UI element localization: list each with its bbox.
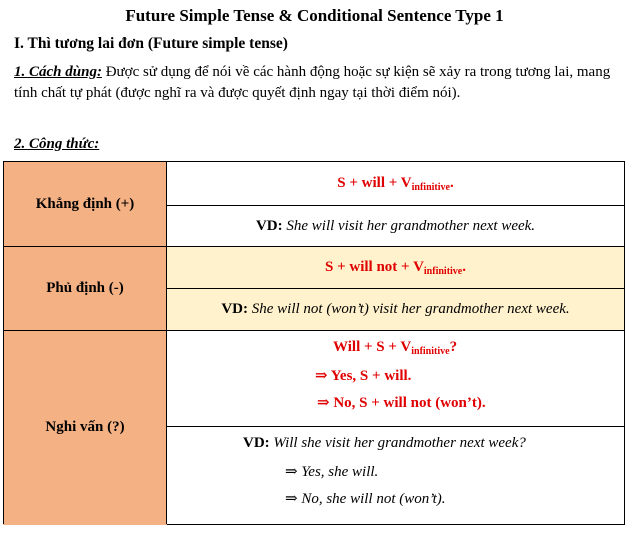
- interrogative-formula-main: Will + S + V: [333, 339, 412, 355]
- negative-formula-main: S + will not + V: [324, 258, 424, 275]
- section-heading: I. Thì tương lai đơn (Future simple tense): [14, 35, 288, 52]
- interrogative-yes-rule: ⇒ Yes, S + will.: [315, 368, 412, 384]
- interrogative-formula-cell: [167, 331, 625, 427]
- affirmative-label: Khẳng định (+): [4, 162, 167, 247]
- usage-label: 1. Cách dùng:: [14, 64, 102, 80]
- grammar-table: [3, 161, 625, 525]
- interrogative-example-cell: [167, 427, 625, 525]
- negative-formula-end: .: [462, 258, 466, 275]
- interrogative-no-rule: ⇒ No, S + will not (won’t).: [317, 395, 486, 411]
- interrogative-example-no: ⇒ No, she will not (won’t).: [285, 491, 446, 507]
- negative-example-text: She will not (won’t) visit her grandmother next week.: [248, 301, 570, 317]
- interrogative-example: [243, 435, 526, 452]
- usage-text: Được sử dụng để nói về các hành động hoặc sự kiện sẽ xảy ra trong tương lai, mang tính chất tự phát (được nghĩ ra và được quyết định ngay tại thời điểm nói).: [14, 64, 611, 101]
- interrogative-example-yes: ⇒ Yes, she will.: [285, 464, 379, 480]
- negative-example: [167, 289, 625, 331]
- affirmative-formula-row: [4, 162, 625, 206]
- affirmative-formula-sub: infinitive: [411, 181, 450, 193]
- affirmative-example-text: She will visit her grandmother next week.: [282, 217, 536, 234]
- interrogative-formula-row: [4, 331, 625, 427]
- interrogative-example-text: Will she visit her grandmother next week?: [269, 435, 526, 451]
- affirmative-formula-main: S + will + V: [337, 174, 412, 191]
- negative-formula-row: [4, 247, 625, 289]
- interrogative-label: Nghi vấn (?): [4, 331, 167, 525]
- negative-formula-sub: infinitive: [423, 265, 463, 277]
- affirmative-example-label: VD:: [255, 217, 283, 234]
- page-title: Future Simple Tense & Conditional Sentence Type 1: [125, 6, 504, 25]
- negative-formula: [167, 247, 625, 289]
- interrogative-formula-end: ?: [449, 339, 458, 355]
- negative-label: Phủ định (-): [4, 247, 167, 331]
- usage-paragraph: [14, 62, 614, 104]
- negative-example-label: VD:: [221, 301, 249, 317]
- interrogative-formula-sub: infinitive: [411, 346, 450, 357]
- affirmative-formula-end: .: [449, 174, 454, 191]
- affirmative-example: [167, 206, 625, 247]
- affirmative-formula: [167, 162, 625, 206]
- interrogative-example-label: VD:: [243, 435, 270, 451]
- interrogative-formula: [333, 339, 457, 357]
- formula-heading: 2. Công thức:: [14, 136, 100, 152]
